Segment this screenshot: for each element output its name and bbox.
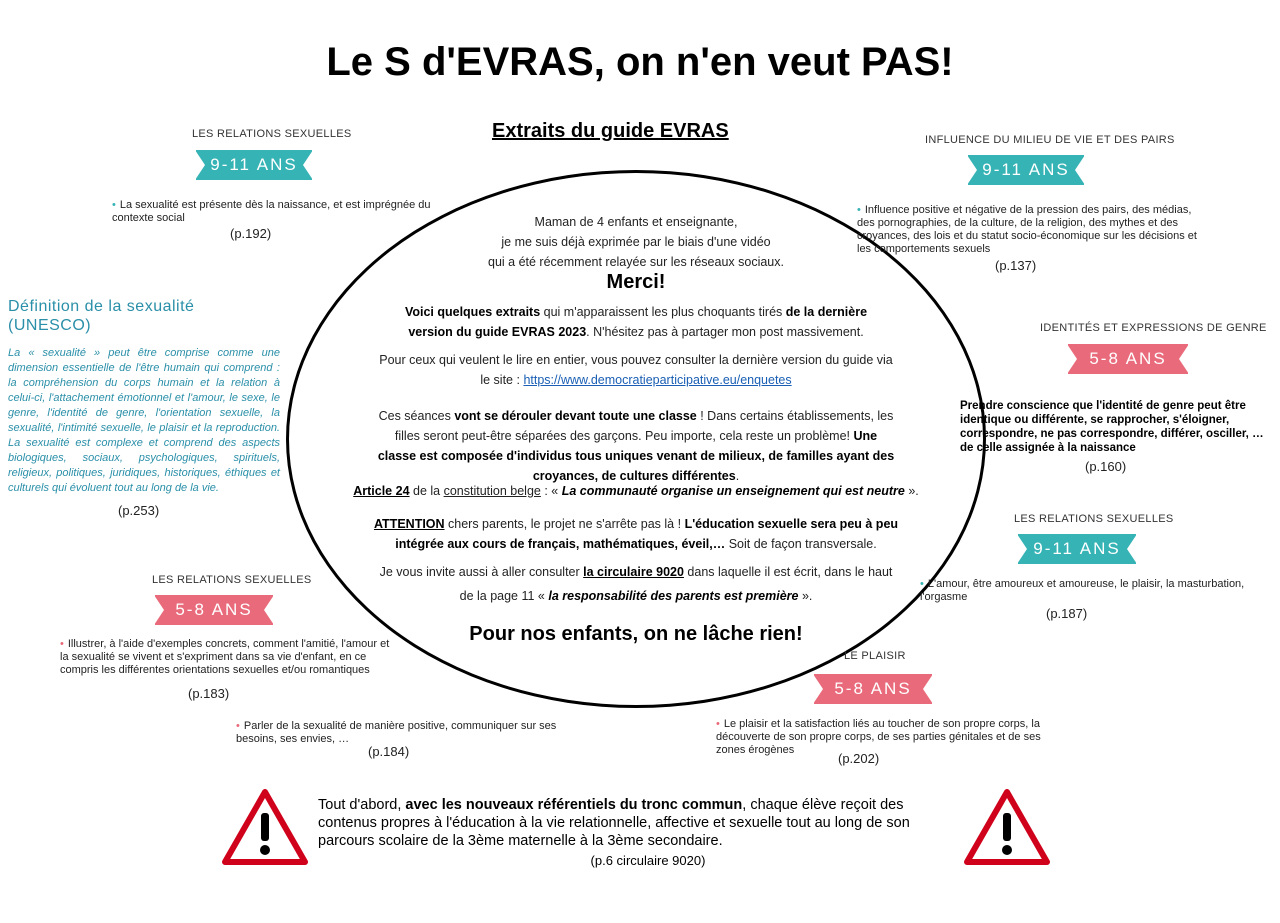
- right-caption-2: IDENTITÉS ET EXPRESSIONS DE GENRE: [1040, 322, 1267, 334]
- closing-slogan: Pour nos enfants, on ne lâche rien!: [469, 623, 803, 645]
- warning-text: [318, 796, 958, 870]
- right-ref-4: (p.202): [838, 751, 880, 766]
- p2-site-label: le site :: [480, 373, 524, 387]
- p4-f: ».: [904, 484, 919, 498]
- p4-c: constitution belge: [443, 484, 541, 498]
- p3-g: croyances, de cultures différentes: [532, 469, 736, 483]
- definition-body: La « sexualité » peut être comprise comme une dimension essentielle de l'être humain qui comprend : la compréhension du corps humain et la relation à celui-ci, l'attachement émotionnel et l'amour, le sexe, le genre, l'identité de genre, l'orientation sexuelle, la sexualité, l'intimité sexuelle, le plaisir et la reproduction. La sexualité est complexe et comprend des aspects biologiques, sociaux, psychologiques, spirituels, religieux, politiques, juridiques, historiques, éthiques et culturels qui évoluent tout au long de la vie.: [8, 347, 280, 494]
- right-ref-2: (p.160): [1085, 459, 1127, 474]
- p1-text-b: qui m'apparaissent les plus choquants tirés: [540, 305, 786, 319]
- center-paragraph-1: [330, 302, 942, 342]
- p3-h: .: [735, 469, 740, 483]
- right-ribbon-2: 5-8 ANS: [1068, 344, 1188, 374]
- left-ref-2: (p.183): [188, 686, 230, 701]
- p6-c: dans laquelle il est écrit, dans le haut: [683, 565, 893, 579]
- p1-text-e: . N'hésitez pas à partager mon post massivement.: [586, 325, 864, 339]
- p5-b: chers parents, le projet ne s'arrête pas là !: [444, 517, 685, 531]
- right-genre-text: Prendre conscience que l'identité de genre peut être identique ou différente, se rapprocher, s'éloigner, correspondre, ne pas correspondre, différer, osciller, … de celle assignée à la naissance: [960, 400, 1264, 454]
- right-caption-4: LE PLAISIR: [844, 650, 906, 662]
- warning-triangle-icon: [222, 789, 308, 865]
- intro-line-1: Maman de 4 enfants et enseignante,: [534, 215, 738, 229]
- left-ribbon-2: 5-8 ANS: [155, 595, 273, 625]
- right-caption-3: LES RELATIONS SEXUELLES: [1014, 513, 1174, 525]
- warning-text-c: , chaque élève reçoit des contenus propres à l'éducation à la vie relationnelle, affective et sexuelle tout au long de son parcours scolaire de la 3ème maternelle à la 3ème secondaire.: [318, 797, 910, 849]
- bullet-dot-icon: •: [60, 638, 64, 650]
- p5-e: Soit de façon transversale.: [725, 537, 877, 551]
- p4-e: La communauté organise un enseignement qui est neutre: [561, 484, 905, 498]
- center-paragraph-3: [330, 406, 942, 486]
- p4-b: de la: [409, 484, 444, 498]
- p5-d: intégrée aux cours de français, mathématiques, éveil,…: [395, 537, 726, 551]
- p6-a: Je vous invite aussi à aller consulter: [379, 565, 584, 579]
- center-paragraph-5: [330, 514, 942, 554]
- left-caption-1: LES RELATIONS SEXUELLES: [192, 128, 352, 140]
- right-ribbon-3: 9-11 ANS: [1018, 534, 1136, 564]
- warning-text-b: avec les nouveaux référentiels du tronc commun: [405, 797, 743, 813]
- warning-ref: (p.6 circulaire 9020): [590, 853, 706, 868]
- p5-a: ATTENTION: [373, 517, 445, 531]
- p3-d: filles seront peut-être séparées des garçons. Peu importe, cela reste un problème!: [394, 429, 854, 443]
- bullet-dot-icon: •: [716, 718, 720, 730]
- left-bullet-3-text: Parler de la sexualité de manière positive, communiquer sur ses besoins, ses envies, …: [236, 720, 557, 745]
- p2-text: Pour ceux qui veulent le lire en entier, vous pouvez consulter la dernière version du guide via: [379, 353, 893, 367]
- p1-bold-a: Voici quelques extraits: [404, 305, 541, 319]
- right-ref-3: (p.187): [1046, 606, 1088, 621]
- left-bullet-2: [60, 638, 390, 677]
- left-ref-3: (p.184): [368, 744, 410, 759]
- guide-link[interactable]: https://www.democratieparticipative.eu/enquetes: [523, 373, 792, 387]
- p3-b: vont se dérouler devant toute une classe: [454, 409, 697, 423]
- right-bullet-4-text: Le plaisir et la satisfaction liés au toucher de son propre corps, la découverte de son propre corps, de ses parties génitales et de ses zones érogènes: [716, 718, 1041, 756]
- right-bullet-1-text: Influence positive et négative de la pression des pairs, des médias, des pornographies, de la culture, de la religion, des mythes et des croyances, des lois et du statut socio-économique sur les décisions et les comportements sexuels: [857, 204, 1197, 255]
- p3-a: Ces séances: [378, 409, 455, 423]
- intro-line-3: qui a été récemment relayée sur les réseaux sociaux.: [488, 255, 784, 269]
- bullet-dot-icon: •: [236, 720, 240, 732]
- warning-triangle-icon: [964, 789, 1050, 865]
- left-ribbon-1: 9-11 ANS: [196, 150, 312, 180]
- p3-f: classe est composée d'individus tous uniques venant de milieux, de familles ayant des: [377, 449, 895, 463]
- bullet-dot-icon: •: [112, 199, 116, 211]
- p1-bold-d: version du guide EVRAS 2023: [408, 325, 587, 339]
- center-paragraph-6: [330, 560, 942, 608]
- definition-ref: (p.253): [118, 503, 160, 518]
- p1-bold-c: de la dernière: [785, 305, 868, 319]
- definition-title-line-2: (UNESCO): [8, 317, 92, 334]
- p5-c: L'éducation sexuelle sera peu à peu: [684, 517, 899, 531]
- definition-title: [8, 297, 194, 335]
- left-bullet-1: [112, 199, 432, 225]
- definition-title-line-1: Définition de la sexualité: [8, 298, 195, 315]
- center-paragraph-4: [330, 481, 942, 501]
- bullet-dot-icon: •: [920, 578, 924, 590]
- bullet-dot-icon: •: [857, 204, 861, 216]
- p6-b: la circulaire 9020: [583, 565, 684, 579]
- page-subtitle: Extraits du guide EVRAS: [492, 120, 729, 142]
- merci-heading: Merci!: [606, 271, 666, 293]
- p6-e: la responsabilité des parents est première: [548, 589, 799, 603]
- p3-e: Une: [853, 429, 878, 443]
- right-caption-1: INFLUENCE DU MILIEU DE VIE ET DES PAIRS: [925, 134, 1175, 146]
- p3-c: ! Dans certains établissements, les: [696, 409, 894, 423]
- p4-a: Article 24: [353, 484, 410, 498]
- right-bullet-3: [920, 578, 1250, 604]
- intro-line-2: je me suis déjà exprimée par le biais d'une vidéo: [501, 235, 771, 249]
- right-ref-1: (p.137): [995, 258, 1037, 273]
- left-bullet-3: [236, 720, 566, 746]
- left-caption-2: LES RELATIONS SEXUELLES: [152, 574, 312, 586]
- warning-text-a: Tout d'abord,: [318, 797, 406, 813]
- left-bullet-2-text: Illustrer, à l'aide d'exemples concrets, comment l'amitié, l'amour et la sexualité se vivent et s'expriment dans sa vie d'enfant, en ce compris les différentes orientations sexuelles et/ou romantiques: [60, 638, 390, 676]
- p6-d: de la page 11 «: [459, 589, 549, 603]
- center-paragraph-2: [330, 350, 942, 390]
- right-bullet-3-text: L'amour, être amoureux et amoureuse, le plaisir, la masturbation, l'orgasme: [920, 578, 1245, 603]
- right-ribbon-1: 9-11 ANS: [968, 155, 1084, 185]
- p6-f: ».: [798, 589, 813, 603]
- right-ribbon-4: 5-8 ANS: [814, 674, 932, 704]
- p4-d: : «: [540, 484, 562, 498]
- left-bullet-1-text: La sexualité est présente dès la naissance, et est imprégnée du contexte social: [112, 199, 431, 224]
- right-bullet-1: [857, 204, 1202, 256]
- left-ref-1: (p.192): [230, 226, 272, 241]
- right-bullet-4: [716, 718, 1056, 757]
- page-title: Le S d'EVRAS, on n'en veut PAS!: [326, 40, 954, 84]
